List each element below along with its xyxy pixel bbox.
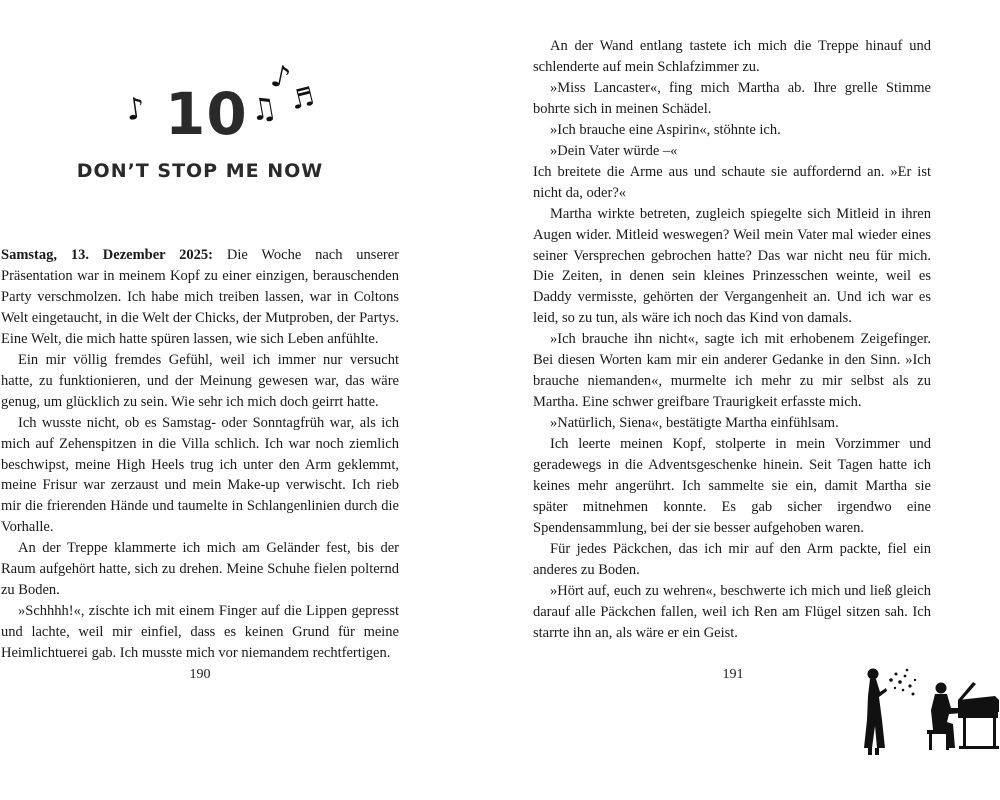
paragraph-text: Die Woche nach unserer Präsentation war in meinem Kopf zu einer einzigen, berauschenden Party verschmolzen. Ich habe mich treiben lassen, war in Coltons Welt eingetaucht, in die Welt der Chicks, der Mutproben, der Partys. Eine Welt, die mich hatte spüren lassen, wie sich Leben anfühlte.	[1, 247, 399, 347]
paragraph: »Miss Lancaster«, fing mich Martha ab. Ihre grelle Stimme bohrte sich in meinen Schädel.	[533, 79, 931, 117]
paragraph: An der Treppe klammerte ich mich am Geländer fest, bis der Raum aufgehört hatte, sich zu drehen. Meine Schuhe fielen polternd zu Boden.	[1, 540, 399, 599]
paragraph: Für jedes Päckchen, das ich mir auf den Arm packte, fiel ein anderes zu Boden.	[533, 540, 931, 578]
paragraph: An der Wand entlang tastete ich mich die Treppe hinauf und schlenderte auf mein Schlafzimmer zu.	[533, 38, 931, 75]
paragraph: »Ich brauche eine Aspirin«, stöhnte ich.	[550, 121, 781, 138]
left-page-body	[1, 245, 399, 664]
paragraph: »Natürlich, Siena«, bestätigte Martha einfühlsam.	[550, 415, 839, 432]
paragraph: Martha wirkte betreten, zugleich spiegelte sich Mitleid in ihren Augen wider. Mitleid weswegen? Weil mein Vater mal wieder eines seiner Versprechen gebrochen hatte? Das war nicht neu für mich. Die Zeiten, in denen sein kleines Prinzesschen weinte, weil es Daddy vermisste, gehörten der Vergangenheit an. Und ich war es leid, so zu tun, als wäre ich noch das Kind von damals.	[533, 205, 931, 327]
paragraph: »Dein Vater würde –«	[550, 142, 678, 159]
double-note-icon: ♫	[247, 89, 280, 130]
chapter-number: 10	[165, 80, 248, 148]
music-note-icon: ♪	[267, 58, 294, 97]
date-label: Samstag, 13. Dezember 2025:	[1, 247, 213, 263]
girl-and-pianist-silhouette-icon	[855, 660, 1000, 760]
paragraph: »Hört auf, euch zu wehren«, beschwerte ich mich und ließ gleich darauf alle Päckchen fallen, weil ich Ren am Flügel sitzen sah. Ich starrte ihn an, als wäre er ein Geist.	[533, 582, 931, 641]
paragraph: Ich breitete die Arme aus und schaute sie auffordernd an. »Er ist nicht da, oder?«	[533, 163, 931, 201]
page-number: 190	[189, 667, 211, 682]
paragraph: Ich wusste nicht, ob es Samstag- oder Sonntagfrüh war, als ich mich auf Zehenspitzen in die Villa schlich. Ich war noch ziemlich beschwipst, meine High Heels trug ich unter den Arm geklemmt, meine Frisur war zerzaust und mein Make-up verwischt. Ich rieb mir die frierenden Hände und taumelte in Schlangenlinien durch die Vorhalle.	[1, 414, 399, 536]
paragraph: »Schhhh!«, zischte ich mit einem Finger auf die Lippen gepresst und lachte, weil mir einfiel, dass es keinen Grund für meine Heimlichtuerei gab. Ich musste mich vor niemandem rechtfertigen.	[1, 603, 399, 662]
chapter-title: DON’T STOP ME NOW	[76, 160, 324, 182]
left-page	[0, 0, 400, 800]
paragraph: Ein mir völlig fremdes Gefühl, weil ich immer nur versucht hatte, zu funktionieren, und der Meinung gewesen war, das wäre genug, um glücklich zu sein. Wie sehr ich mich doch geirrt hatte.	[1, 351, 399, 410]
beamed-notes-icon: ♬	[287, 81, 318, 117]
music-note-icon: ♪	[123, 90, 148, 129]
page-number: 191	[722, 667, 744, 682]
paragraph	[1, 245, 399, 350]
paragraph: Ich leerte meinen Kopf, stolperte in mein Vorzimmer und geradewegs in die Adventsgeschenke hinein. Seit Tagen hatte ich keines mehr angerührt. Ich sammelte sie ein, damit Martha sie später mitnehmen konnte. Es gab sicher irgendwo eine Spendensammlung, bei der sie besser aufgehoben waren.	[533, 436, 931, 536]
paragraph: »Ich brauche ihn nicht«, sagte ich mit erhobenem Zeigefinger. Bei diesen Worten kam mir ein anderer Gedanke in den Sinn. »Ich brauche niemanden«, murmelte ich mehr zu mir selbst als zu Martha. Eine schwer greifbare Traurigkeit erfasste mich.	[533, 331, 931, 411]
right-page-body	[533, 36, 931, 644]
